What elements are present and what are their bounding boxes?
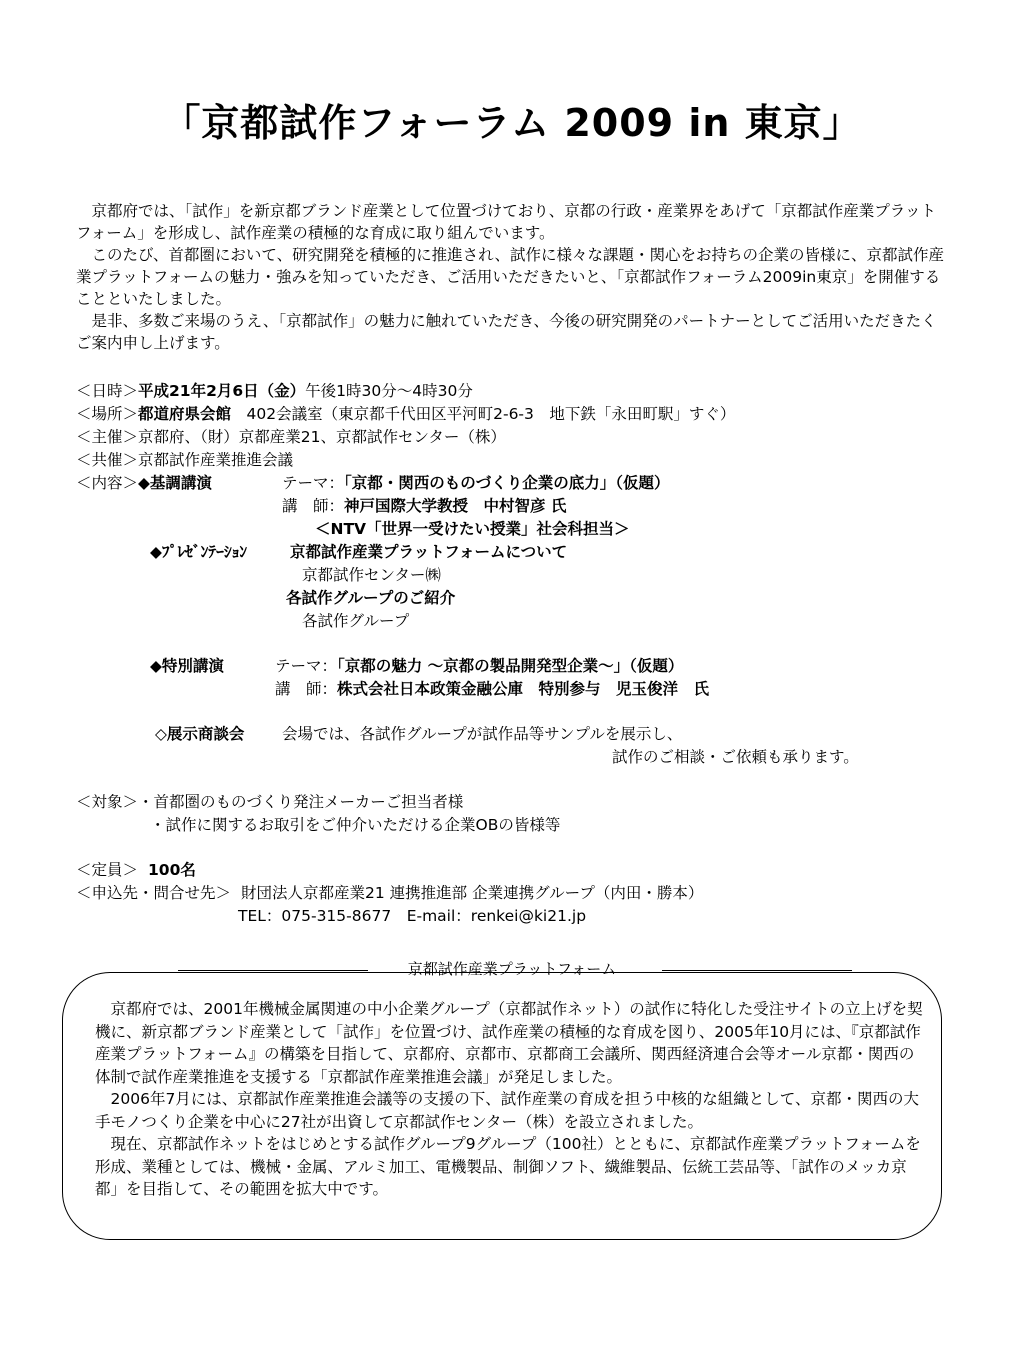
exhibit-text-1: 会場では、各試作グループが試作品等サンプルを展示し、 (282, 725, 683, 743)
presentation-title: 京都試作産業プラットフォームについて (290, 543, 568, 561)
contact-value: 財団法人京都産業21 連携推進部 企業連携グループ（内田・勝本） (241, 884, 704, 902)
exhibit-text-2: 試作のご相談・ご依頼も承ります。 (612, 748, 859, 766)
host-label: ＜主催＞ (76, 428, 139, 446)
capacity-value: 100名 (148, 861, 196, 879)
platform-paragraph-3: 現在、京都試作ネットをはじめとする試作グループ9グループ（100社）とともに、京都試作産業プラットフォームを形成、業種としては、機械・金属、アルミ加工、電機製品、制御ソフト、繊維製品、伝統工芸品等、「試作のメッカ京都」を目指して、その範囲を拡大中です。 (95, 1135, 921, 1198)
keynote-speaker-line (282, 495, 566, 517)
contact-tel-email: TEL：075-315-8677 E-mail：renkei@ki21.jp (238, 907, 587, 925)
keynote-theme-line (282, 472, 670, 494)
page-title: 「京都試作フォーラム 2009 in 東京」 (162, 101, 862, 145)
content-label: ＜内容＞ (76, 474, 139, 492)
special-theme: 「京都の魅力 ～京都の製品開発型企業～」（仮題） (337, 657, 684, 675)
place-label: ＜場所＞ (76, 405, 139, 423)
cohost-label: ＜共催＞ (76, 451, 139, 469)
special-speaker: 株式会社日本政策金融公庫 特別参与 児玉俊洋 氏 (337, 680, 710, 698)
capacity-label: ＜定員＞ (76, 861, 139, 879)
date-label: ＜日時＞ (76, 382, 139, 400)
contact-line (76, 882, 703, 904)
cohost-line (76, 449, 293, 471)
date-value: 平成21年2月6日（金） (138, 382, 306, 400)
place-detail: 402会議室（東京都千代田区平河町2-6-3 地下鉄「永田町駅」すぐ） (231, 405, 736, 423)
keynote-heading: ◆基調講演 (138, 474, 212, 492)
place-venue: 都道府県会館 (138, 405, 232, 423)
target-item-1: ・首都圏のものづくり発注メーカーご担当者様 (138, 793, 464, 811)
special-speaker-label: 講 師： (275, 680, 338, 698)
target-label: ＜対象＞ (76, 793, 139, 811)
special-heading: ◆特別講演 (150, 657, 224, 675)
intro-paragraph-3: 是非、多数ご来場のうえ、「京都試作」の魅力に触れていただき、今後の研究開発のパートナーとしてご活用いただきたくご案内申し上げます。 (76, 312, 937, 352)
special-theme-label: テーマ： (275, 657, 338, 675)
host-value: 京都府、（財）京都産業21、京都試作センター（株） (138, 428, 506, 446)
target-item-2: ・試作に関するお取引をご仲介いただける企業OBの皆様等 (150, 816, 561, 834)
presentation-line (150, 541, 247, 563)
contact-label: ＜申込先・問合せ先＞ (76, 884, 232, 902)
date-line (76, 380, 473, 402)
intro-paragraph-1: 京都府では、「試作」を新京都ブランド産業として位置づけており、京都の行政・産業界をあげて「京都試作産業プラットフォーム」を形成し、試作産業の積極的な育成に取り組んでいます。 (76, 202, 936, 242)
platform-text (95, 998, 925, 1201)
groups-title: 各試作グループのご紹介 (286, 589, 456, 607)
keynote-speaker: 神戸国際大学教授 中村智彦 氏 (344, 497, 567, 515)
exhibit-heading: ◇展示商談会 (155, 725, 245, 743)
special-theme-line (275, 655, 683, 677)
intro-paragraph-2: このたび、首都圏において、研究開発を積極的に推進され、試作に様々な課題・関心をお持ちの企業の皆様に、京都試作産業プラットフォームの魅力・強みを知っていただき、ご活用いただきたいと、「京都試作フォーラム2009in東京」を開催することといたしました。 (76, 246, 945, 308)
time-value: 午後1時30分～4時30分 (305, 382, 473, 400)
platform-paragraph-2: 2006年7月には、京都試作産業推進会議等の支援の下、試作産業の育成を担う中核的な組織として、京都・関西の大手モノつくり企業を中心に27社が出資して京都試作センター（株）を設立されました。 (95, 1090, 920, 1131)
keynote-theme-label: テーマ： (282, 474, 345, 492)
keynote-speaker-label: 講 師： (282, 497, 345, 515)
presentation-presenter: 京都試作センター㈱ (302, 566, 441, 584)
capacity-line (76, 859, 196, 881)
host-line (76, 426, 506, 448)
intro-text (76, 200, 948, 354)
special-speaker-line (275, 678, 709, 700)
cohost-value: 京都試作産業推進会議 (138, 451, 294, 469)
target-line (76, 791, 463, 813)
place-line (76, 403, 735, 425)
platform-paragraph-1: 京都府では、2001年機械金属関連の中小企業グループ（京都試作ネット）の試作に特化した受注サイトの立上げを契機に、新京都ブランド産業として「試作」を位置づけ、試作産業の積極的な育成を図り、2005年10月には、『京都試作産業プラットフォーム』の構築を目指して、京都府、京都市、京都商工会議所、関西経済連合会等オール京都・関西の体制で試作産業推進を支援する「京都試作産業推進会議」が発足しました。 (95, 1000, 923, 1086)
keynote-theme: 「京都・関西のものづくり企業の底力」（仮題） (344, 474, 670, 492)
content-line (76, 472, 212, 494)
keynote-note: ＜NTV「世界一受けたい授業」社会科担当＞ (315, 520, 630, 538)
presentation-heading: ◆ﾌﾟﾚｾﾞﾝﾃｰｼｮﾝ (150, 543, 248, 561)
platform-caption: 京都試作産業プラットフォーム (407, 960, 617, 978)
groups-presenter: 各試作グループ (302, 612, 410, 630)
